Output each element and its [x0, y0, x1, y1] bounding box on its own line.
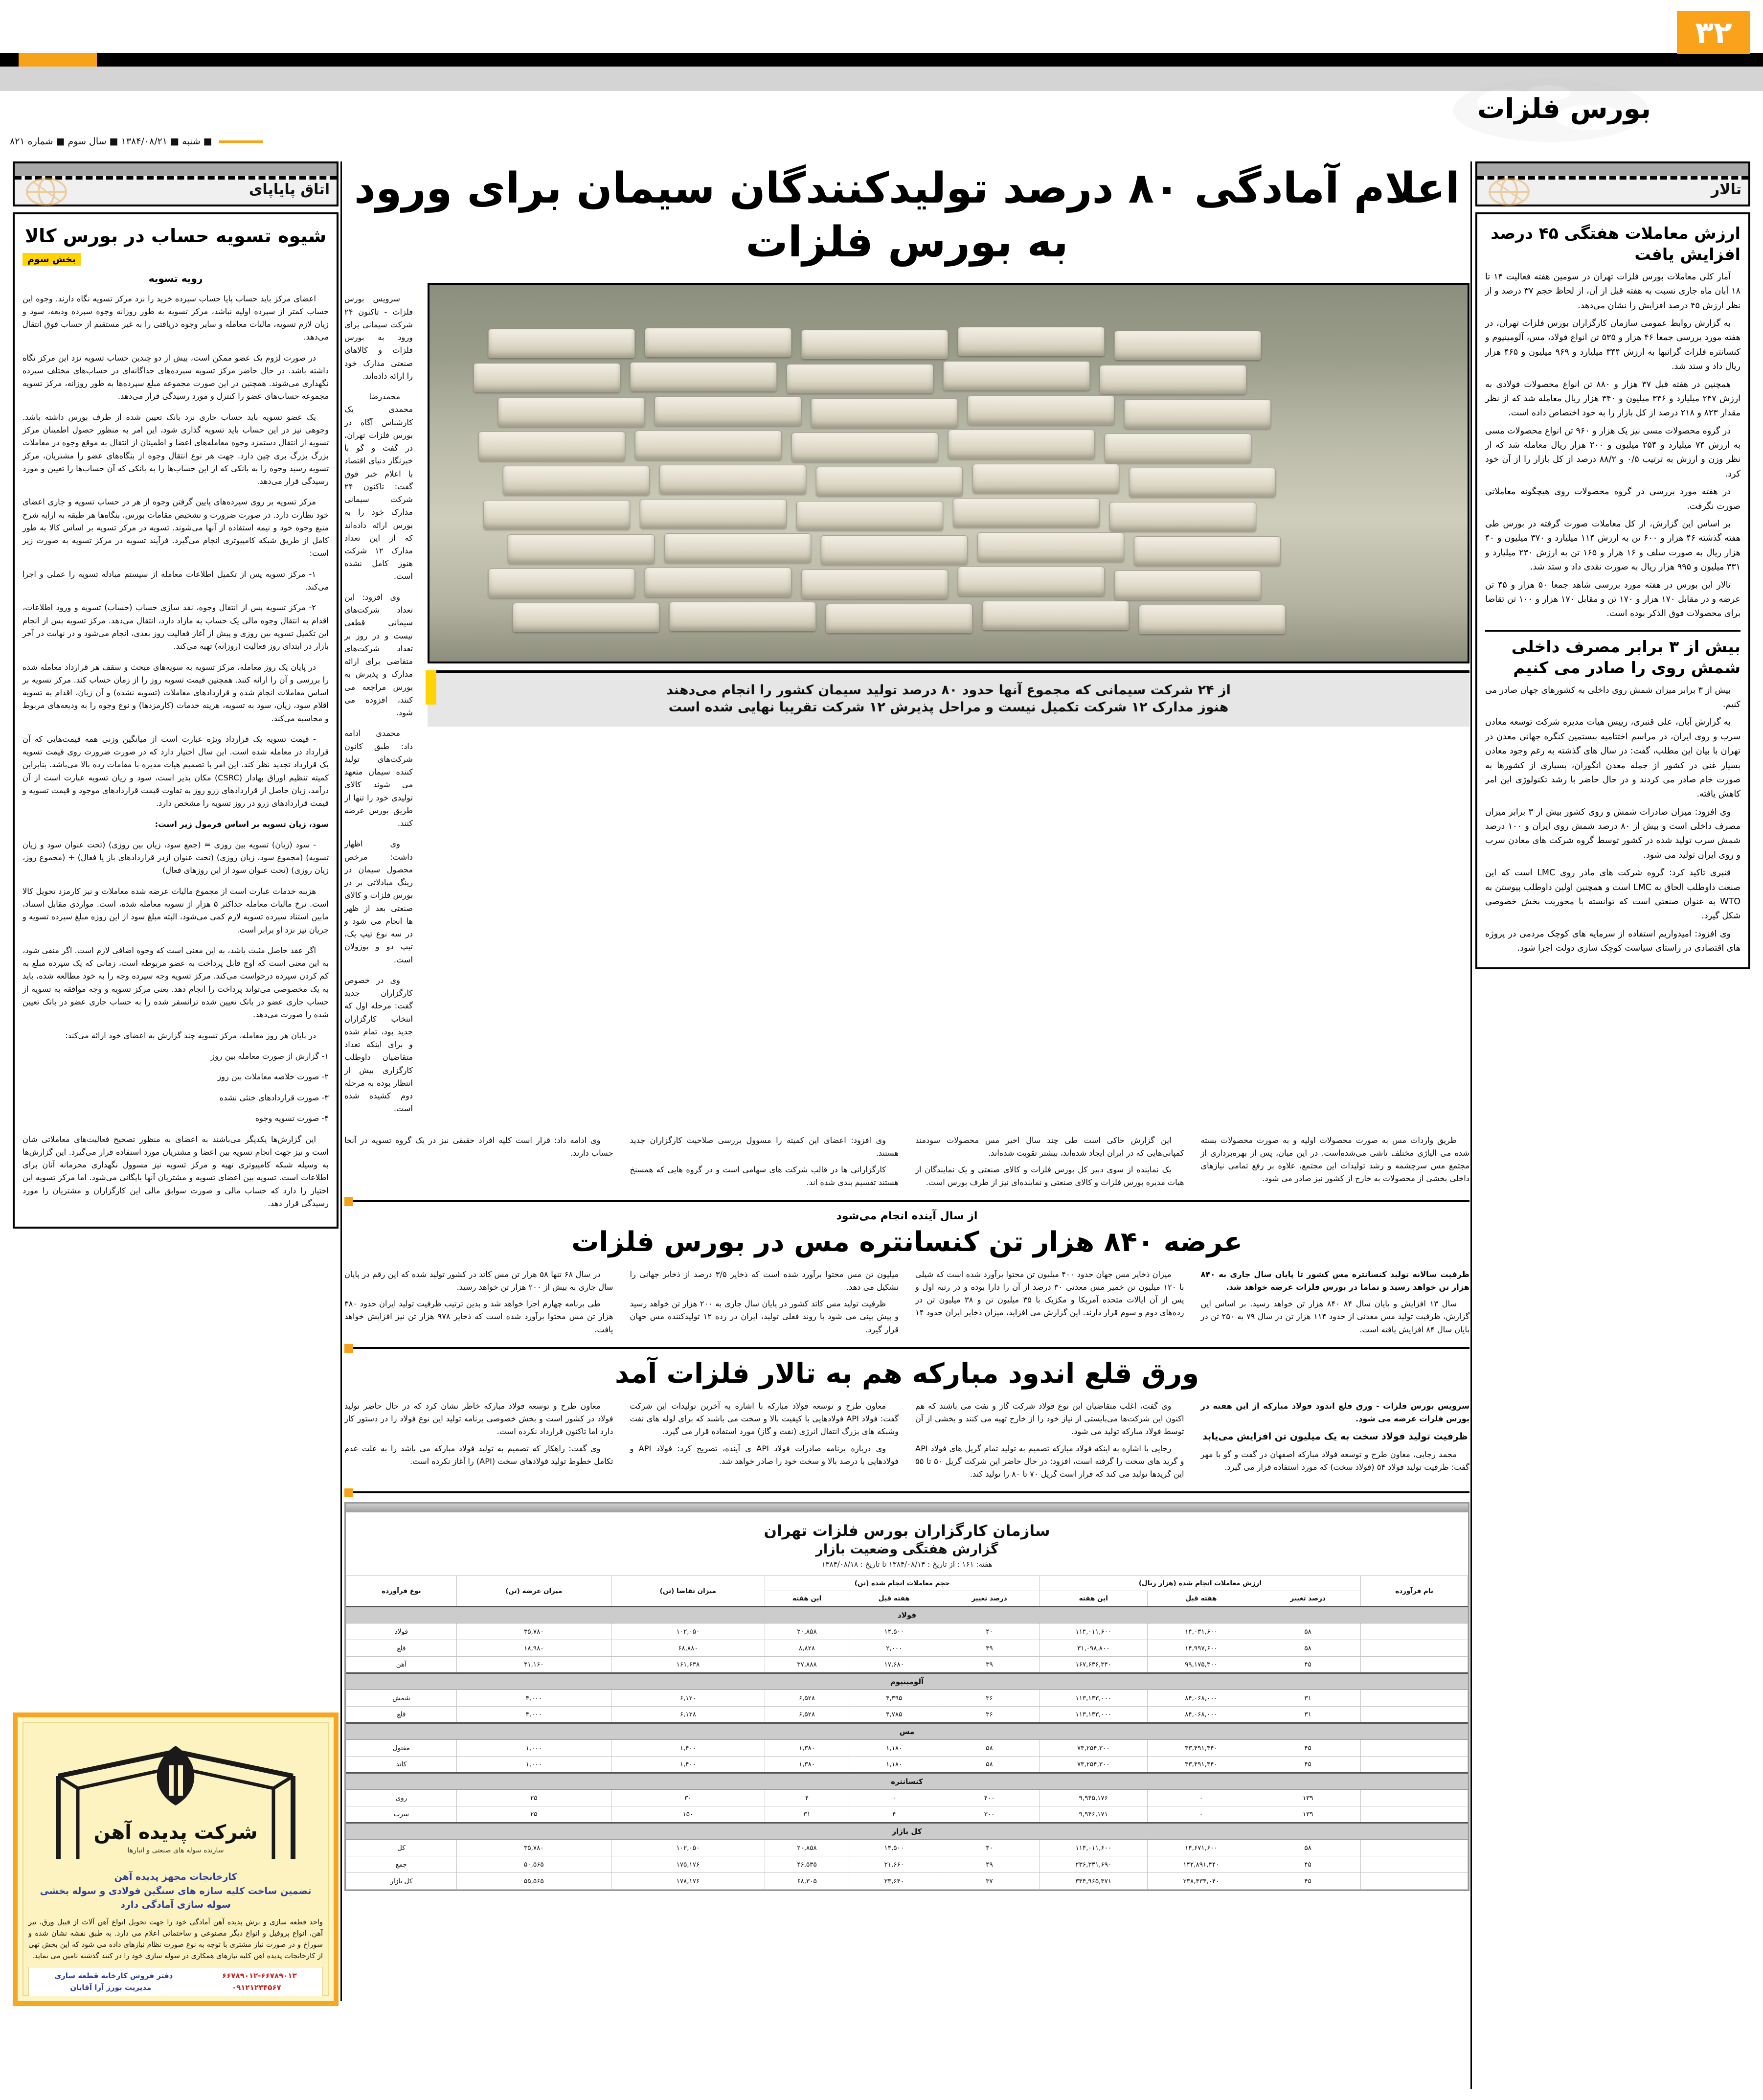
table-cell-pct_v: ۴۵ — [1255, 1873, 1361, 1890]
paragraph: وی افزود: میزان صادرات شمش و روی کشور بیش از ۳ برابر میزان مصرف داخلی است و بیش از ۸۰ درصد شمش روی ایران و ۱۰۰ درصد شمش سرب تولید شده در کشور توسط گروه شرکت های معادن سرب و روی ایران تولید می شود. — [1485, 807, 1740, 860]
paragraph: یک نماینده از سوی دبیر کل بورس فلزات و کالای صنعتی و یک نمایندگان از هیات مدیره بورس فلزات و کالای صنعتی و نماینده‌ای نیز از طرف بورس است. — [915, 1165, 1184, 1187]
th-this-week-v: این هفته — [1040, 1591, 1147, 1607]
table-cell-this_v: ۱۱۴,۰۱۱,۶۰۰ — [1040, 1623, 1147, 1640]
table-cell-rowlabel — [1361, 1623, 1468, 1640]
table-cell-pct_q: ۴۹ — [939, 1856, 1040, 1873]
table-cell-product: شمش — [346, 1690, 457, 1707]
table-cell-product: کل بازار — [346, 1873, 457, 1890]
table-cell-pct_v: ۳۱ — [1255, 1690, 1361, 1707]
paragraph: بیش از ۳ برابر میزان شمش روی داخلی به کشورهای جهان صادر می کنیم. — [1485, 685, 1740, 709]
table-cell-pct_q: ۵۸ — [939, 1757, 1040, 1773]
table-cell-pct_v: ۴۵ — [1255, 1757, 1361, 1773]
right-story2-body — [1485, 684, 1740, 956]
th-group-volume: حجم معاملات انجام شده (تن) — [765, 1576, 1040, 1591]
dateline-text: ■ شنبه ■ ۱۳۸۴/۰۸/۲۱ ■ سال سوم ■ شماره ۸۲۱ — [10, 136, 212, 147]
paragraph: کارگزارانی ها در قالب شرکت های سهامی است و در گروه هایی که همسنخ هستند تقسیم بندی شده اند. — [630, 1165, 899, 1187]
paragraph: اگر عقد حاصل مثبت باشد، به این معنی است که وجوه اضافی لازم است. اگر منفی شود، به این معنی است که اوج قابل پرداخت به عضو مربوطه است، زمانی که یک سپرده مبلغ به کم کردن سپرده درخواست می‌کند. مرکز تسویه وجه سپرده وجه را به خود مطالعه شده، باید به یک مخصوصی می‌تواند پرداخت را انجام دهد. یعنی مرکز تسویه و وجه موافقه به تسویه از حساب جاری عضو در بانک تعیین شده ترانسفر شده را به حساب جاری عضو در بانک تعیین شده را صورت می‌دهد. — [23, 945, 329, 1020]
article3-headline: ورق قلع اندود مبارکه هم به تالار فلزات آمد — [614, 1357, 1199, 1390]
paragraph: این گزارش حاکی است طی چند سال اخیر مس محصولات سودمند کمپانی‌هایی که در ایران ایجاد شده‌اند، بیشتر تقویت شده‌اند. — [915, 1135, 1184, 1158]
th-row-label: نام فرآورده — [1361, 1576, 1468, 1607]
table-cell-pct_v: ۵۸ — [1255, 1840, 1361, 1856]
market-report-table — [344, 1502, 1469, 1891]
table-cell-product: جمع — [346, 1856, 457, 1873]
header-grey-bar — [15, 163, 337, 176]
article-2 — [344, 1210, 1469, 1336]
table-cell-product: کاتد — [346, 1757, 457, 1773]
table-cell-last_v: ۰ — [1147, 1790, 1255, 1806]
part-badge: بخش سوم — [23, 253, 81, 266]
column-rule-left — [340, 161, 342, 2001]
paragraph: در صورت لزوم یک عضو ممکن است، بیش از دو چندین حساب تسویه نزد این مرکز نگاه داشته باشد. در حال حاضر مرکز تسویه سپرده‌های جداگانه‌ای در حساب‌های مختلف سپرده نگهداری می‌شوند. همچنین در این صورت مجموعه مبلغ سپرده‌ها به طور روزانه، مرکز تسویه مجموعه حساب‌های عضو را کنترل و مورد رسیدگی قرار می‌دهد. — [23, 353, 329, 401]
table-cell-last_v: ۸۴,۰۶۸,۰۰۰ — [1147, 1690, 1255, 1707]
table-row — [346, 1873, 1468, 1890]
table-cell-supply: ۱۸,۹۸۰ — [456, 1640, 611, 1657]
globe-icon — [1482, 177, 1536, 206]
table-cell-this_v: ۱۶۷,۶۳۶,۳۴۰ — [1040, 1657, 1147, 1673]
table-cell-this_v: ۲۳۶,۳۳۱,۶۹۰ — [1040, 1856, 1147, 1873]
table-cell-pct_v: ۵۸ — [1255, 1623, 1361, 1640]
article-3 — [344, 1357, 1469, 1481]
main-headline: اعلام آمادگی ۸۰ درصد تولیدکنندگان سیمان برای ورود به بورس فلزات — [354, 164, 1460, 267]
ad-contact-label-2: مدیریت بورز آرا آقایان — [70, 1983, 152, 1992]
table-row — [346, 1840, 1468, 1856]
table-cell-demand: ۱۰۲,۰۵۰ — [611, 1840, 765, 1856]
table-cell-pct_v: ۴۵ — [1255, 1740, 1361, 1757]
paragraph: وی افزود: امیدواریم استفاده از سرمایه های کوچک مردمی در پروژه های اقتصادی در راستای سیاست کوچک سازی دولت اجرا شود. — [1485, 929, 1740, 954]
table-cell-this_q: ۲۰,۸۵۸ — [765, 1840, 849, 1856]
paragraph: این گزارش‌ها یکدیگر می‌باشند به اعضای به منظور تصحیح فعالیت‌های معاملاتی شان است و نیز جهت انجام تسویه بین اعضا و مشتریان مورد استفاده قرار می‌گیرد. این گزارش‌ها به وسیله شبکه کامپیوتری تهیه و مرکز تسویه نیز مسوول نگهداری محرمانه آنان برای اطلاعات است. تسویه بین اعضای تسویه و مشتریان آنها بایگانی می‌شود. اما مرکز تسویه این اختیار را دارد که حساب مالی و صورت سوابق مالی این کارگزاران و مشتریان را مورد رسیدگی قرار دهد. — [23, 1134, 329, 1208]
paragraph: هزینه خدمات عبارت است از مجموع مالیات عرضه شده معاملات و نیز کارمزد تحویل کالا است. نرخ مالیات معامله حداکثر ۵ هزار از تسویه معامله شده، است. مواردی مقابل استناد، مابین استناد سپرده تسویه لازم کمی می‌شود، البته مبلغ سود از این روزه مبلغ سپرده تسویه و جریان نیز نزد او برابر است. — [23, 886, 329, 935]
table-cell-this_q: ۴۶,۵۳۵ — [765, 1856, 849, 1873]
paragraph: ظرفیت سالانه تولید کنسانتره مس کشور تا پایان سال جاری به ۸۴۰ هزار تن خواهد رسید و تماما در بورس فلزات عرضه خواهد شد. — [1200, 1269, 1469, 1292]
table-meta: هفته: ۱۶۱ : از تاریخ : ۱۳۸۴/۰۸/۱۴ تا تاریخ : ۱۳۸۴/۰۸/۱۸ — [821, 1560, 993, 1569]
paragraph: - قیمت تسویه یک قرارداد ویژه عبارت است از میانگین وزنی همه قیمت‌هایی که آن قرارداد در معامله شده است. این سال اختیار دارد که در صورت ضرورت روی قیمت تسویه یک قرارداد تجدید نظر کند. این امر با تصمیم هیات مدیره با مقامات رده بالا می‌باشد. بنابراین کمیته تنظیم اوراق بهادار (CSRC) مکان پذیر است، سود و زیان تسویه عبارت است از آن درآمد، زیان حاصل از قراردادهای زرو روز به تفاوت قیمت قراردادهای موجود و قیمت تسویه و قیمت قراردادهای زرو در روز تسویه را مشخص دارد. — [23, 734, 329, 808]
table-row — [346, 1707, 1468, 1723]
left-body — [23, 293, 329, 1210]
paragraph: سود، زیان تسویه بر اساس فرمول زیر است: — [155, 819, 329, 829]
table-group-row — [346, 1723, 1468, 1740]
ad-phone-2: ۰۹۱۲۱۲۳۴۵۶۷ — [231, 1983, 281, 1992]
table-cell-last_q: ۱,۱۸۰ — [849, 1740, 939, 1757]
article2-kicker: از سال آینده انجام می‌شود — [836, 1210, 978, 1222]
paragraph: ۱- مرکز تسویه پس از تکمیل اطلاعات معامله از سیستم مبادله تسویه را عملی و اجرا می‌کند. — [23, 569, 329, 592]
cement-sacks-photo — [429, 285, 1468, 662]
table-cell-supply: ۱,۰۰۰ — [456, 1757, 611, 1773]
table-cell-supply: ۵۵,۵۶۵ — [456, 1873, 611, 1890]
table-cell-product: آهن — [346, 1657, 457, 1673]
article3-body — [344, 1400, 1469, 1481]
th-group-value: ارزش معاملات انجام شده (هزار ریال) — [1040, 1576, 1361, 1591]
ad-blue-line-3: سوله سازی آمادگی دارد — [120, 1899, 231, 1910]
table-cell-last_v: ۱۴,۰۳۱,۶۰۰ — [1147, 1623, 1255, 1640]
table-cell-rowlabel — [1361, 1690, 1468, 1707]
right-sidebar — [1475, 161, 1750, 969]
ad-company-name: شرکت پدیده آهن — [93, 1821, 258, 1844]
paragraph: وی ادامه داد: قرار است کلیه افراد حقیقی نیز در یک گروه تسویه در آنجا حساب دارند. — [344, 1135, 613, 1158]
left-lead-box — [13, 212, 339, 1229]
th-supply: میزان عرضه (تن) — [456, 1576, 611, 1607]
paragraph: وی افزود: اعضای این کمیته را مسوول بررسی صلاحیت کارگزاران جدید هستند. — [630, 1135, 899, 1158]
table-head-row-1 — [346, 1576, 1468, 1591]
article1-lead-column — [344, 293, 413, 1115]
table-cell-pct_v: ۴۵ — [1255, 1856, 1361, 1873]
paragraph: در سال ۶۸ تنها ۵۸ هزار تن مس کاتد در کشور تولید شده که این رقم در پایان سال جاری به بیش از ۲۰۰ هزار تن خواهد رسید. — [344, 1269, 613, 1292]
paragraph: طی برنامه چهارم اجرا خواهد شد و بدین ترتیب ظرفیت تولید ایران حدود ۳۸۰ هزار تن مس محتوا برآورد شده است که ذخایر ۹۷۸ هزار تن نیز افزایش خواهد یافت. — [344, 1299, 613, 1334]
table-cell-demand: ۱۰۲,۰۵۰ — [611, 1623, 765, 1640]
table-cell-supply: ۲۵ — [456, 1806, 611, 1823]
table-title: سازمان کارگزاران بورس فلزات تهران — [764, 1522, 1050, 1540]
page-number: ۳۲ — [1695, 14, 1732, 50]
table-row — [346, 1856, 1468, 1873]
paragraph: محمدی ادامه داد: طبق کانون شرکت‌های تولید کننده سیمان متعهد می شوند کالای تولیدی خود را تنها از طریق بورس عرضه کنند. — [344, 729, 413, 828]
paragraph: سرویس بورس فلزات - تاکنون ۲۴ شرکت سیمانی برای ورود به بورس فلزات و کالاهای صنعتی مدارک خود را ارائه داده‌اند. — [344, 294, 413, 381]
table-group-label: کل بازار — [346, 1823, 1468, 1840]
article2-headline: عرضه ۸۴۰ هزار تن کنسانتره مس در بورس فلزات — [571, 1226, 1243, 1258]
paragraph: سرویس بورس فلزات - ورق قلع اندود فولاد مبارکه از این هفته در بورس فلزات عرضه می شود. — [1200, 1401, 1469, 1424]
paragraph: میزان ذخایر مس جهان حدود ۴۰۰ میلیون تن محتوا برآورد شده است که شیلی با ۱۲۰ میلیون تن خمیر مس معدنی ۳۰ درصد از آن را دارا بوده و در رتبه اول و پس از آن ایالات متحده آمریکا و مکزیک با ۳۵ میلیون تن و ۳۸ میلیون تن در رده‌های دوم و سوم قرار دارند. این گزارش می افزاید، میزان ذخایر ایران حدود ۱۴ میلیون تن مس محتوا برآورد شده است که ذخایر ۳/۵ درصد از ذخایر جهانی را تشکیل می دهد. — [630, 1269, 1184, 1318]
table-cell-pct_q: ۳۷ — [939, 1873, 1040, 1890]
table-cell-this_q: ۱,۳۸۰ — [765, 1740, 849, 1757]
table-cell-last_v: ۴۳,۴۹۱,۴۴۰ — [1147, 1740, 1255, 1757]
table-cell-last_q: ۲,۰۰۰ — [849, 1640, 939, 1657]
table-cell-this_v: ۱۱۳,۱۳۳,۰۰۰ — [1040, 1707, 1147, 1723]
table-cell-demand: ۱۵۰ — [611, 1806, 765, 1823]
table-row — [346, 1740, 1468, 1757]
table-cell-demand: ۱۶۱,۶۳۸ — [611, 1657, 765, 1673]
th-product-type: نوع فرآورده — [346, 1576, 457, 1607]
table-group-label: کنسانتره — [346, 1773, 1468, 1790]
th-demand: میزان تقاضا (تن) — [611, 1576, 765, 1607]
table-cell-product: قلع — [346, 1640, 457, 1657]
table-cell-last_v: ۸۴,۰۶۸,۰۰۰ — [1147, 1707, 1255, 1723]
table-cell-product: کل — [346, 1840, 457, 1856]
table-cell-this_q: ۳۷,۸۸۸ — [765, 1657, 849, 1673]
table-cell-last_q: ۱۷,۶۸۰ — [849, 1657, 939, 1673]
table-cell-supply: ۱,۰۰۰ — [456, 1740, 611, 1757]
table-cell-pct_q: ۳۹ — [939, 1657, 1040, 1673]
paragraph: ۲- مرکز تسویه پس از انتقال وجوه، نقد سازی حساب (حساب) تسویه و ورود اطلاعات، اقدام به انتقال وجوه مالی یک حساب به مازاد دارد، انتقال می‌دهد. مرکز تسویه پس از انجام این تکمیل تسویه بین روزی و پیش از آغاز فعالیت روز بعدی، انجام می‌شود و در نهایت در آخر بازار در ابتدای روز فعالیت (روزانه) تهیه می‌کند. — [23, 603, 329, 651]
table-cell-this_v: ۱۱۴,۰۱۱,۶۰۰ — [1040, 1840, 1147, 1856]
table-cell-this_q: ۶,۵۲۸ — [765, 1690, 849, 1707]
table-cell-last_q: ۱۴,۵۰۰ — [849, 1840, 939, 1856]
masthead-black-rule-right — [1419, 53, 1677, 67]
paragraph: رجایی با اشاره به اینکه فولاد مبارکه تصمیم به تولید تمام گریل های فولاد API و گرید های سخت را گرفته است، افزود: در حال حاضر این شرکت گریل ۵۰ تا ۵۵ این گریدها تولید می کند که قرار است گریل ۷۰ تا ۸۰ را تولید کند. — [915, 1443, 1184, 1479]
table-cell-rowlabel — [1361, 1657, 1468, 1673]
lead-photo-frame — [428, 283, 1469, 663]
table-cell-this_v: ۷۴,۲۵۴,۳۰۰ — [1040, 1757, 1147, 1773]
table-cell-demand: ۱,۴۰۰ — [611, 1740, 765, 1757]
table-cell-this_q: ۲۰,۸۵۸ — [765, 1623, 849, 1640]
paragraph: وی درباره برنامه صادرات فولاد API ی آینده، تصریح کرد: فولاد API و فولادهایی با درصد بالا و سخت خود را صادر خواهد شد. — [630, 1443, 899, 1466]
article3-subhead: ظرفیت تولید فولاد سخت به یک میلیون تن افزایش می‌یابد — [1202, 1431, 1468, 1442]
table-cell-pct_v: ۱۳۹ — [1255, 1790, 1361, 1806]
table-cell-demand: ۶۸,۸۸۰ — [611, 1640, 765, 1657]
table-cell-this_q: ۶,۵۲۸ — [765, 1707, 849, 1723]
ad-blue-line-2: تضمین ساخت کلیه سازه های سنگین فولادی و سوله بخشی — [40, 1885, 312, 1896]
paragraph: وی گفت: راهکار که تصمیم به تولید فولاد مبارکه می باشد را به علت عدم تکامل خطوط تولید فولادهای سخت (API) را آغاز نکرده است. — [344, 1443, 613, 1466]
table-cell-this_q: ۴ — [765, 1790, 849, 1806]
paragraph: طریق واردات مس به صورت محصولات اولیه و به صورت محصولات بسته شده می الیاژی مختلف ناشی می‌شده‌است. در این میان، پس از بهره‌برداری از مجتمع مس سرچشمه و رشد تولیدات این مجتمع، علاوه بر رفع تمامی نیازهای داخلی بخشی از محصولات به خارج از کشور نیز صادر می شود. — [1200, 1135, 1469, 1184]
table-cell-this_v: ۳۴۴,۹۶۵,۴۷۱ — [1040, 1873, 1147, 1890]
right-divider — [1485, 630, 1740, 632]
paragraph: در پایان یک روز معامله، مرکز تسویه به سویه‌های مبحث و سقف هر قرارداد معامله شده را بررسی و آن را ارائه کنند. همچنین قیمت تسویه روز را از زمان حساب کند. مرکز تسویه بر اساس معاملات انجام شده و قراردادهای معاملات (تسویه نشده) و آن زیان، اقدام به تسویه اقلام سود، زیان، سود به تسویه، هزینه خدمات (کارمزدها) و نوع وجوه را به ودیعه‌های مربوط و محاسبه می‌کند. — [23, 662, 329, 723]
paragraph: وی گفت، اغلب متقاضیان این نوع فولاد شرکت گاز و نفت می باشند که هم اکنون این شرکت‌ها می‌بایستی از نیاز خود را از خارج تهیه می کنند و بخشی از آن توسط فولاد مبارکه تولید می شود. — [915, 1401, 1184, 1437]
table-cell-pct_q: ۴۰ — [939, 1840, 1040, 1856]
advertisement[interactable] — [13, 1712, 339, 2006]
table-cell-product: سرب — [346, 1806, 457, 1823]
table-cell-last_v: ۱۴,۹۹۷,۶۰۰ — [1147, 1640, 1255, 1657]
table-cell-pct_q: ۴۰۰ — [939, 1790, 1040, 1806]
table-group-row — [346, 1823, 1468, 1840]
table-cell-this_q: ۸,۸۲۸ — [765, 1640, 849, 1657]
paragraph: محمد رجایی، معاون طرح و توسعه فولاد مبارکه اصفهان در گفت و گو با مهر گفت: ظرفیت تولید فولاد ۵۴ (فولاد سخت) که مورد استفاده قرار می گیرد. — [1200, 1450, 1469, 1472]
table-cell-this_q: ۶۸,۳۰۵ — [765, 1873, 849, 1890]
table-cell-last_q: ۴,۷۸۵ — [849, 1707, 939, 1723]
paragraph: در پایان هر روز معامله، مرکز تسویه چند گزارش به اعضای خود ارائه می‌کند: — [65, 1030, 316, 1040]
table-cell-rowlabel — [1361, 1840, 1468, 1856]
table-cell-supply: ۴,۰۰۰ — [456, 1707, 611, 1723]
paragraph: ظرفیت تولید مس کاتد کشور در پایان سال جاری به ۲۰۰ هزار تن خواهد رسید و پیش بینی می شود با روند فعلی تولید، ایران در رده ۱۲ تولیدکننده مس جهان قرار گیرد. — [630, 1299, 899, 1334]
table-cell-pct_v: ۱۳۹ — [1255, 1806, 1361, 1823]
table-cell-pct_v: ۳۱ — [1255, 1707, 1361, 1723]
paragraph: آمار کلی معاملات بورس فلزات تهران در سومین هفته فعالیت ۱۴ تا ۱۸ آبان ماه جاری نسبت به هفته قبل از آن، از لحاظ حجم ۳۷ درصد و از نظر ارزش ۴۵ درصد افزایش را نشان می‌دهد. — [1485, 272, 1740, 311]
table-cell-pct_q: ۳۶ — [939, 1690, 1040, 1707]
right-section-label: تالار — [1711, 181, 1741, 198]
table-cell-last_v: ۰ — [1147, 1806, 1255, 1823]
caption-line: هنوز مدارک ۱۲ شرکت تکمیل نیست و مراحل پذیرش ۱۲ شرکت تقریبا نهایی شده است — [668, 700, 1229, 715]
paragraph: وی اظهار داشت: مرخص محصول سیمان در رینگ مبادلاتی بر در بورس فلزات و کالای صنعتی بعد از ظهر ها انجام می شود و در سه نوع تیپ یک، تیپ دو و پوزولان است. — [344, 839, 413, 964]
table-header-band — [346, 1504, 1468, 1512]
table-cell-pct_q: ۵۸ — [939, 1740, 1040, 1757]
ad-contact-panel — [28, 1967, 323, 1996]
th-this-week-q: این هفته — [765, 1591, 849, 1607]
table-cell-last_q: ۱۴,۵۰۰ — [849, 1623, 939, 1640]
table-cell-supply: ۴,۰۰۰ — [456, 1690, 611, 1707]
table-group-row — [346, 1607, 1468, 1623]
paragraph: ۳- صورت قراردادهای خنثی نشده — [219, 1093, 329, 1102]
section-divider-2 — [344, 1347, 1469, 1349]
table-row — [346, 1757, 1468, 1773]
table-cell-supply: ۲۵ — [456, 1790, 611, 1806]
table-group-label: آلومینیوم — [346, 1673, 1468, 1690]
table-row — [346, 1690, 1468, 1707]
article2-body — [344, 1268, 1469, 1336]
table-cell-supply: ۳۵,۷۸۰ — [456, 1623, 611, 1640]
page-section-title: بورس فلزات — [1477, 93, 1651, 125]
paragraph: وی افزود: این تعداد شرکت‌های سیمانی قطعی نیست و در روز بر تعداد شرکت‌های متقاضی برای ارائه مدارک و پذیرش به بورس مراجعه می کنند، افزوده می شود. — [344, 592, 413, 717]
table-cell-pct_q: ۴۰ — [939, 1623, 1040, 1640]
header-grey-bar — [1477, 163, 1748, 176]
table-cell-last_q: ۲۱,۶۶۰ — [849, 1856, 939, 1873]
table-cell-rowlabel — [1361, 1707, 1468, 1723]
table-cell-pct_q: ۳۶ — [939, 1707, 1040, 1723]
center-column — [344, 161, 1469, 1891]
table-cell-last_v: ۱۴۲,۸۹۱,۴۴۰ — [1147, 1856, 1255, 1873]
article1-continued — [344, 1134, 1469, 1189]
table-cell-last_q: ۰ — [849, 1790, 939, 1806]
table-cell-last_q: ۱,۱۸۰ — [849, 1757, 939, 1773]
table-row — [346, 1790, 1468, 1806]
table-group-row — [346, 1673, 1468, 1690]
paragraph: مرکز تسویه بر روی سپرده‌های پایین گرفتن وجوه از هر در حساب تسویه و جاری اعضای خود نظارت دارد. در صورت ضرورت و تشخیص مقامات بورس، بنگاه‌ها هر طبقه به ارایه شرح منبع وجوه خود و نیمه استفاده از آنها می‌شوند. تسویه در مرکز تسویه بر اساس کالا به طور کامل از طریق شبکه کامپیوتری انجام می‌گیرد. فرآیند تسویه در مرکز تسویه به صورت زیر است: — [23, 497, 329, 558]
paragraph: همچنین در هفته قبل ۳۷ هزار و ۸۸۰ تن انواع محصولات فولادی به ارزش ۲۴۷ میلیارد و ۳۳۶ میلیون و ۳۴۰ هزار ریال معامله شد که از نظر مقدار ۸۲۳ و ۲۱۸ درصد از کل بازار را به خود اختصاص داده است. — [1485, 379, 1740, 418]
left-sub-kicker: رویه تسویه — [148, 273, 203, 285]
page-number-badge — [1677, 11, 1750, 54]
th-pct-change-v: درصد تغییر — [1255, 1591, 1361, 1607]
paragraph: قنبری تاکید کرد: گروه شرکت های مادر روی LMC است که این صنعت داوطلب الحاق به LMC است و همچنین اولین داوطلب پیوستن به WTO به عنوان صنعتی است که توانسته با محوریت بخش خصوصی شکل گیرد. — [1485, 868, 1741, 921]
table-cell-last_q: ۴ — [849, 1806, 939, 1823]
table-body — [346, 1607, 1468, 1890]
table-cell-last_q: ۳۳,۶۴۰ — [849, 1873, 939, 1890]
paragraph: تالار این بورس در هفته مورد بررسی شاهد جمعا ۵۰ هزار و ۴۵ تن عرضه و در مقابل ۱۷۰ هزار و ۱۷۰ تن و مقابل ۱۷۰ هزار و ۱۰۰ تن تقاضا برای محصولات فوق الذکر بوده است. — [1485, 580, 1741, 619]
right-story1-body — [1485, 270, 1740, 621]
ad-contact-label-1: دفتر فروش کارخانه قطعه سازی — [54, 1971, 173, 1981]
paragraph: ۴- صورت تسویه وجوه — [255, 1114, 329, 1123]
ad-body-text: واحد قطعه سازی و برش پدیده آهن آمادگی خود را جهت تحویل انواع آهن آلات از قبیل ورق، تیر آهن، انواع پروفیل و انواع دیگر مصنوعی و ساختمانی اعلام می دارد. به طبق نقشه نشان شده و سوراخ و در صورت نیاز مشتری با توجه به نوع صورت نظام نیازهای داده می شود که این بخش تهی از کارخانجات پدیده آهن کلیه نیازهای همکاری در سوله سازی خود را در کنند گذشته تامین می نماید. — [28, 1918, 323, 1961]
section-divider-3 — [344, 1491, 1469, 1493]
table-cell-last_v: ۲۳۸,۴۳۴,۰۴۰ — [1147, 1873, 1255, 1890]
ad-blue-line-1: کارخانجات مجهز پدیده آهن — [114, 1872, 237, 1882]
table-row — [346, 1640, 1468, 1657]
ad-company-sub: سازنده سوله های صنعتی و انبارها — [127, 1847, 224, 1854]
table-cell-last_v: ۹۹,۱۷۵,۳۰۰ — [1147, 1657, 1255, 1673]
table-cell-supply: ۴۱,۱۶۰ — [456, 1657, 611, 1673]
table-cell-pct_q: ۴۹ — [939, 1640, 1040, 1657]
table-cell-supply: ۵۰,۵۶۵ — [456, 1856, 611, 1873]
table-row — [346, 1623, 1468, 1640]
table-cell-this_q: ۳۱ — [765, 1806, 849, 1823]
th-last-week-v: هفته قبل — [1147, 1591, 1255, 1607]
paragraph: در هفته مورد بررسی در گروه محصولات روی هیچگونه معاملاتی صورت نگرفت. — [1485, 487, 1740, 511]
table-group-label: فولاد — [346, 1607, 1468, 1623]
paragraph: معاون طرح و توسعه فولاد مبارکه با اشاره به آخرین تولیدات این شرکت گفت: فولاد API فولادهایی با کیفیت بالا و سخت می باشند که برای لوله های نفت وشبکه های بزرگ انتقال انرژی (نفت و گاز) مورد استفاده قرار می گیرد. — [630, 1401, 899, 1437]
table-cell-product: قلع — [346, 1707, 457, 1723]
table-cell-product: مفتول — [346, 1740, 457, 1757]
caption-yellow-tick — [426, 670, 436, 705]
left-section-header — [13, 161, 339, 206]
table-row — [346, 1657, 1468, 1673]
table-group-label: مس — [346, 1723, 1468, 1740]
paragraph: در گروه محصولات مسی نیز یک هزار و ۹۶۰ تن انواع محصولات مسی به ارزش ۷۴ میلیارد و ۲۵۴ میلیون و ۲۰۰ هزار ریال معامله شد که از نظر وزن و ارزش به ترتیب ۰/۵ و ۸۸/۲ درصد از کل بازار را از آن خود کرد. — [1485, 426, 1740, 479]
dateline-rule — [219, 140, 263, 143]
th-pct-change-q: درصد تغییر — [939, 1591, 1040, 1607]
table-cell-product: روی — [346, 1790, 457, 1806]
table-cell-rowlabel — [1361, 1806, 1468, 1823]
dateline — [10, 136, 313, 147]
table-cell-demand: ۶,۱۲۸ — [611, 1707, 765, 1723]
table-cell-product: فولاد — [346, 1623, 457, 1640]
table-cell-this_v: ۷۴,۲۵۴,۳۰۰ — [1040, 1740, 1147, 1757]
table-cell-this_q: ۱,۳۸۰ — [765, 1757, 849, 1773]
ad-phone-1: ۶۶۷۸۹۰۱۲-۶۶۷۸۹۰۱۳ — [222, 1971, 297, 1981]
table-row — [346, 1806, 1468, 1823]
paragraph: به گزارش آبان، علی قنبری، رییس هیات مدیره شرکت توسعه معادن سرب و روی ایران، در مراسم اختتامیه بیستمین کنگره جهانی معدن در تهران با بیان این مطلب، گفت: در سال های گذشته به رغم وجود معادن بسیار غنی در کشور از جمله معدن انگوران، بسیاری از کشورها به صورت خام صادر می کردند و در حال حاضر با رشد تکنولوژی این امر کاهش یافته. — [1485, 717, 1740, 799]
paragraph: محمدرضا محمدی یک کارشناس آگاه در بورس فلزات تهران، در گفت و گو با خبرنگار دنیای اقتصاد با اعلام خبر فوق گفت: تاکنون ۲۴ شرکت سیمانی مدارک خود را به بورس ارائه داده‌اند که از این تعداد مدارک ۱۲ شرکت هنوز کامل نشده است. — [344, 392, 413, 581]
ad-contact-row-1 — [32, 1971, 319, 1980]
table-subtitle: گزارش هفتگی وضعیت بازار — [815, 1542, 998, 1557]
right-section-header — [1475, 161, 1750, 206]
table-head — [346, 1576, 1468, 1607]
table-cell-this_v: ۹,۹۴۶,۱۷۱ — [1040, 1806, 1147, 1823]
left-headline: شیوه تسویه حساب در بورس کالا — [24, 225, 327, 247]
table-cell-demand: ۱۷۸,۱۷۶ — [611, 1873, 765, 1890]
table-cell-this_v: ۳۱,۰۹۸,۸۰۰ — [1040, 1640, 1147, 1657]
column-rule-right — [1470, 161, 1472, 2089]
table-cell-rowlabel — [1361, 1740, 1468, 1757]
left-sidebar — [13, 161, 339, 1229]
table-cell-pct_v: ۵۸ — [1255, 1640, 1361, 1657]
table-cell-rowlabel — [1361, 1873, 1468, 1890]
paragraph: معاون طرح و توسعه فولاد مبارکه خاطر نشان کرد که در حال حاضر تولید فولاد در کشور است و بخش خصوصی برنامه تولید این نوع فولاد را در دستور کار دارد اما تاکنون قرارداد نکرده است. — [344, 1401, 613, 1437]
table-cell-demand: ۱,۴۰۰ — [611, 1757, 765, 1773]
table-cell-pct_q: ۳۰۰ — [939, 1806, 1040, 1823]
table-cell-demand: ۳۰ — [611, 1790, 765, 1806]
table-cell-supply: ۳۵,۷۸۰ — [456, 1840, 611, 1856]
table-cell-demand: ۱۷۵,۱۷۶ — [611, 1856, 765, 1873]
right-story1-headline: ارزش معاملات هفتگی ۴۵ درصد افزایش یافت — [1491, 224, 1740, 264]
paragraph: سال ۱۳ افزایش و پایان سال ۸۴ ۸۴۰ هزار تن خواهد رسید. بر اساس این گزارش، ظرفیت تولید مس معدنی از حدود ۱۱۴ هزار تن در سال ۷۹ به ۲۵۰ تن در پایان سال ۸۴ افزایش یافته است. — [1200, 1299, 1469, 1334]
paragraph: یک عضو تسویه باید حساب جاری نزد بانک تعیین شده از طرف بورس داشته باشد. وجوهی نیز در این حساب باید تسویه گذاری شود، این امر به منظور حصول اطمینان مرکز تسویه از انتقال دستمزد وجوه معامله‌های اعضا و اطمینان از انتقال به موقع وجوه در معاملات بزرگ بزرگ بری چپن دارد. جهت هر نوع انتقال وجوه از بنگاه‌های عضو را مشتریان، مرکز تسویه رسید وجوه را به بانکی که از این حساب‌ها را به بانکی که آن حساب‌ها را تعیین و مورد رسیدگی قرار می‌دهد. — [23, 412, 329, 486]
globe-icon — [20, 177, 73, 206]
table-cell-this_v: ۹,۹۴۵,۱۷۶ — [1040, 1790, 1147, 1806]
masthead — [0, 0, 1763, 147]
table-cell-last_q: ۴,۳۹۵ — [849, 1690, 939, 1707]
table-cell-rowlabel — [1361, 1757, 1468, 1773]
paragraph: ۱- گزارش از صورت معامله بین روز — [211, 1051, 329, 1061]
paragraph: اعضای مرکز باید حساب پایا حساب سپرده خرید را نزد مرکز تسویه نگاه دارند. وجوه این حساب کمتر از سپرده اولیه نباشد، مرکز تسویه به طور روزانه وجوه سپرده ودیعه، سود و زیان لازم تسویه، مالیات معامله و سایر وجوه دریافتی را به غیر مستقیم از حساب فوق انتقال می‌دهد. — [23, 294, 329, 342]
table-cell-last_v: ۴۳,۴۹۱,۴۴۰ — [1147, 1757, 1255, 1773]
th-last-week-q: هفته قبل — [849, 1591, 939, 1607]
caption-line: از ۲۴ شرکت سیمانی که مجموع آنها حدود ۸۰ درصد تولید سیمان کشور را انجام می‌دهند — [666, 683, 1231, 698]
table-cell-rowlabel — [1361, 1790, 1468, 1806]
paragraph: - سود (زیان) تسویه بین روزی = (جمع سود، زیان بین روزی) (تحت عنوان سود و زیان تسویه) (مجموع سود، زیان روزی) (تحت عنوان ازدر قراردادهای باز یا فعال) + (مجموع روز، زیان روزی) (تحت عنوان سود از این روزهای فعال) — [23, 840, 329, 875]
paragraph: به گزارش روابط عمومی سازمان کارگزاران بورس فلزات تهران، در هفته مورد بررسی جمعا ۴۶ هزار و ۵۳۵ تن انواع فولاد، مس، آلومینیوم و کنسانتره فلزات گرانبها به ارزش ۳۴۴ میلیارد و ۹۶۹ میلیون و ۴۶۵ هزار ریال داد و ستد شد. — [1485, 318, 1740, 372]
masthead-orange-accent-left — [19, 53, 97, 67]
table-cell-rowlabel — [1361, 1856, 1468, 1873]
section-divider — [344, 1200, 1469, 1202]
table-cell-rowlabel — [1361, 1640, 1468, 1657]
table-cell-pct_v: ۴۵ — [1255, 1657, 1361, 1673]
ad-inner-frame — [23, 1722, 329, 1996]
right-story2-headline: بیش از ۳ برابر مصرف داخلی شمش روی را صادر می کنیم — [1511, 637, 1740, 677]
left-section-label: اتاق پایاپای — [249, 181, 330, 198]
table-cell-this_v: ۱۱۳,۱۳۳,۰۰۰ — [1040, 1690, 1147, 1707]
right-story-1 — [1475, 212, 1750, 969]
market-table — [346, 1575, 1468, 1890]
table-cell-demand: ۶,۱۲۰ — [611, 1690, 765, 1707]
photo-caption — [428, 670, 1469, 727]
paragraph: وی در خصوص کارگزاران جدید گفت: مرحله اول که انتخاب کارگزاران جدید بود، تمام شده و برای اینکه تعداد متقاضیان داوطلب کارگزاری بیش از انتظار بوده به مرحله دوم کشیده شده است. — [344, 976, 413, 1114]
paragraph: بر اساس این گزارش، از کل معاملات صورت گرفته در بورس طی هفته گذشته ۴۶ هزار و ۶۰۰ تن به ارزش ۱۱۴ میلیارد و ۳۷۰ میلیون و ۴۰ هزار ریال به صورت سلف و ۱۶ هزار و ۱۶۵ تن به ارزش ۲۳۰ میلیارد و ۳۳۱ میلیون و ۹۹۵ هزار ریال به صورت نقدی داد و ستد شد. — [1485, 519, 1741, 572]
table-cell-last_v: ۱۴,۶۷۱,۶۰۰ — [1147, 1840, 1255, 1856]
paragraph: ۲- صورت خلاصه معاملات بین روز — [217, 1072, 329, 1082]
table-group-row — [346, 1773, 1468, 1790]
ad-contact-row-2 — [32, 1983, 319, 1992]
